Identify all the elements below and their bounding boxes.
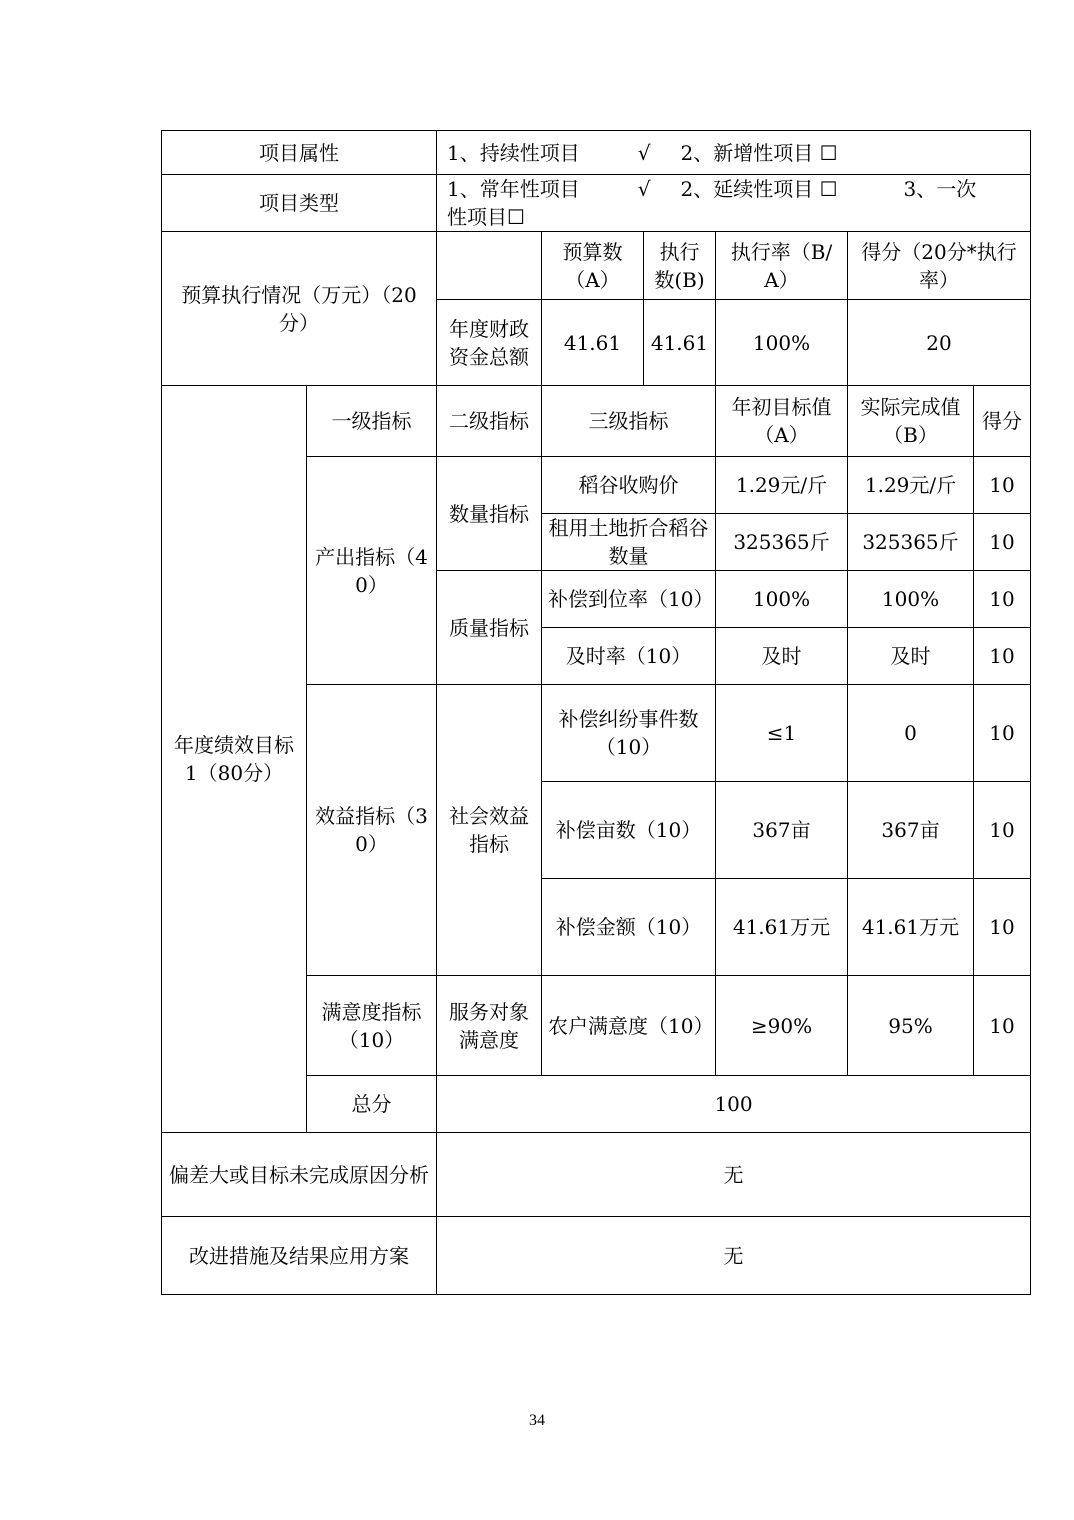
type-check-annual: √ bbox=[637, 177, 651, 201]
budget-blank-cell bbox=[437, 232, 542, 300]
deviation-value: 无 bbox=[437, 1133, 1031, 1217]
budget-header-exec: 执行数(B) bbox=[644, 232, 716, 300]
indicator-score: 10 bbox=[974, 879, 1031, 976]
header-actual: 实际完成值（B） bbox=[848, 386, 974, 457]
total-value: 100 bbox=[437, 1076, 1031, 1133]
budget-header-rate: 执行率（B/A） bbox=[716, 232, 848, 300]
satisfaction-indicator-label: 满意度指标（10） bbox=[307, 976, 437, 1076]
indicator-name: 补偿亩数（10） bbox=[542, 782, 716, 879]
indicator-score: 10 bbox=[974, 976, 1031, 1076]
indicator-target: 100% bbox=[716, 571, 848, 628]
improve-label: 改进措施及结果应用方案 bbox=[162, 1217, 437, 1295]
budget-header-row bbox=[162, 232, 1031, 300]
budget-value: 41.61 bbox=[542, 300, 644, 386]
output-indicator-label: 产出指标（40） bbox=[307, 457, 437, 685]
improve-row bbox=[162, 1217, 1031, 1295]
indicator-name: 补偿到位率（10） bbox=[542, 571, 716, 628]
goal-label: 年度绩效目标1（80分） bbox=[162, 386, 307, 1133]
deviation-row bbox=[162, 1133, 1031, 1217]
budget-header-budget: 预算数（A） bbox=[542, 232, 644, 300]
indicator-target: ≥90% bbox=[716, 976, 848, 1076]
header-level3: 三级指标 bbox=[542, 386, 716, 457]
indicator-target: 41.61万元 bbox=[716, 879, 848, 976]
project-attr-options bbox=[437, 131, 1031, 175]
project-attr-label: 项目属性 bbox=[162, 131, 437, 175]
header-score: 得分 bbox=[974, 386, 1031, 457]
budget-label: 预算执行情况（万元）（20分） bbox=[162, 232, 437, 386]
indicator-target: 1.29元/斤 bbox=[716, 457, 848, 514]
score-value: 20 bbox=[848, 300, 1031, 386]
budget-header-score: 得分（20分*执行率） bbox=[848, 232, 1031, 300]
type-option-annual: 1、常年性项目 bbox=[447, 177, 580, 201]
project-attr-row bbox=[162, 131, 1031, 175]
indicator-score: 10 bbox=[974, 782, 1031, 879]
attr-option-new: 2、新增性项目 ☐ bbox=[680, 140, 838, 165]
header-target: 年初目标值（A） bbox=[716, 386, 848, 457]
service-satisfaction-label: 服务对象满意度 bbox=[437, 976, 542, 1076]
quality-indicator-label: 质量指标 bbox=[437, 571, 542, 685]
type-option-onetime-a: 3、一次 bbox=[903, 177, 977, 201]
improve-value: 无 bbox=[437, 1217, 1031, 1295]
social-benefit-label: 社会效益指标 bbox=[437, 685, 542, 976]
project-type-options bbox=[437, 175, 1031, 232]
project-type-label: 项目类型 bbox=[162, 175, 437, 232]
indicator-target: 367亩 bbox=[716, 782, 848, 879]
project-type-row bbox=[162, 175, 1031, 232]
indicator-actual: 1.29元/斤 bbox=[848, 457, 974, 514]
indicator-actual: 367亩 bbox=[848, 782, 974, 879]
attr-option-continuous: 1、持续性项目 bbox=[447, 140, 580, 165]
indicator-score: 10 bbox=[974, 628, 1031, 685]
exec-value: 41.61 bbox=[644, 300, 716, 386]
page-number: 34 bbox=[529, 1412, 545, 1429]
indicator-score: 10 bbox=[974, 685, 1031, 782]
indicator-actual: 0 bbox=[848, 685, 974, 782]
goal-header-row bbox=[162, 386, 1031, 457]
indicator-score: 10 bbox=[974, 571, 1031, 628]
indicator-name: 补偿纠纷事件数（10） bbox=[542, 685, 716, 782]
header-level2: 二级指标 bbox=[437, 386, 542, 457]
quantity-indicator-label: 数量指标 bbox=[437, 457, 542, 571]
deviation-label: 偏差大或目标未完成原因分析 bbox=[162, 1133, 437, 1217]
attr-check-continuous: √ bbox=[637, 140, 651, 165]
type-option-extended: 2、延续性项目 ☐ bbox=[680, 177, 838, 201]
type-option-onetime-b: 性项目☐ bbox=[447, 205, 525, 229]
indicator-name: 稻谷收购价 bbox=[542, 457, 716, 514]
indicator-target: 及时 bbox=[716, 628, 848, 685]
indicator-target: 325365斤 bbox=[716, 514, 848, 571]
indicator-score: 10 bbox=[974, 514, 1031, 571]
indicator-score: 10 bbox=[974, 457, 1031, 514]
indicator-actual: 95% bbox=[848, 976, 974, 1076]
total-label: 总分 bbox=[307, 1076, 437, 1133]
performance-table bbox=[161, 130, 1031, 1295]
rate-value: 100% bbox=[716, 300, 848, 386]
indicator-actual: 100% bbox=[848, 571, 974, 628]
indicator-target: ≤1 bbox=[716, 685, 848, 782]
benefit-indicator-label: 效益指标（30） bbox=[307, 685, 437, 976]
indicator-actual: 及时 bbox=[848, 628, 974, 685]
header-level1: 一级指标 bbox=[307, 386, 437, 457]
indicator-name: 租用土地折合稻谷数量 bbox=[542, 514, 716, 571]
budget-row-label: 年度财政资金总额 bbox=[437, 300, 542, 386]
indicator-name: 及时率（10） bbox=[542, 628, 716, 685]
indicator-name: 补偿金额（10） bbox=[542, 879, 716, 976]
indicator-actual: 41.61万元 bbox=[848, 879, 974, 976]
indicator-actual: 325365斤 bbox=[848, 514, 974, 571]
indicator-name: 农户满意度（10） bbox=[542, 976, 716, 1076]
